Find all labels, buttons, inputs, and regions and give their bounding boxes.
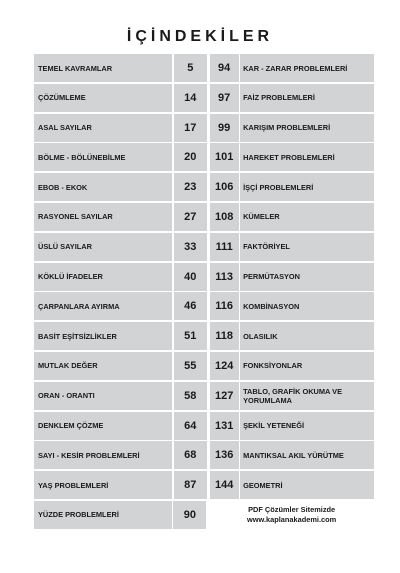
toc-topic-left[interactable]: DENKLEM ÇÖZME (34, 412, 172, 440)
toc-topic-right[interactable]: KARIŞIM PROBLEMLERİ (240, 114, 374, 142)
toc-topic-right[interactable]: OLASILIK (240, 322, 374, 350)
toc-page-left[interactable]: 55 (174, 352, 207, 380)
website-link[interactable]: www.kaplanakademi.com (246, 514, 337, 524)
toc-page-left[interactable]: 68 (174, 441, 207, 469)
toc-page-right[interactable]: 111 (210, 233, 239, 261)
toc-topic-left[interactable]: YAŞ PROBLEMLERİ (34, 471, 172, 499)
toc-topic-right[interactable]: KAR - ZARAR PROBLEMLERİ (240, 54, 374, 82)
toc-row (34, 203, 374, 231)
toc-page-left[interactable]: 58 (174, 382, 207, 410)
toc-row (34, 84, 374, 112)
toc-topic-left[interactable]: YÜZDE PROBLEMLERİ (34, 501, 172, 529)
toc-row (34, 352, 374, 380)
toc-topic-left[interactable]: RASYONEL SAYILAR (34, 203, 172, 231)
toc-topic-left[interactable]: KÖKLÜ İFADELER (34, 263, 172, 291)
toc-page-right[interactable]: 97 (210, 84, 239, 112)
toc-topic-left[interactable]: BÖLME - BÖLÜNEBİLME (34, 143, 172, 171)
toc-page-left[interactable]: 27 (174, 203, 207, 231)
toc-page-right[interactable]: 99 (210, 114, 239, 142)
toc-row (34, 233, 374, 261)
toc-page-left[interactable]: 5 (174, 54, 207, 82)
toc-topic-right[interactable]: GEOMETRİ (240, 471, 374, 499)
toc-topic-left[interactable]: ÇÖZÜMLEME (34, 84, 172, 112)
toc-topic-left[interactable]: ORAN - ORANTI (34, 382, 172, 410)
toc-row (34, 54, 374, 82)
toc-page-right[interactable]: 116 (210, 292, 239, 320)
page-title: İÇİNDEKİLER (126, 28, 274, 45)
toc-page-right[interactable]: 124 (210, 352, 239, 380)
toc-row (34, 471, 374, 499)
toc-page-left[interactable]: 20 (174, 143, 207, 171)
toc-topic-left[interactable]: TEMEL KAVRAMLAR (34, 54, 172, 82)
toc-row (34, 412, 374, 440)
toc-page-right[interactable]: 136 (210, 441, 239, 469)
toc-topic-right[interactable]: HAREKET PROBLEMLERİ (240, 143, 374, 171)
toc-page-left[interactable]: 51 (174, 322, 207, 350)
toc-row (34, 173, 374, 201)
toc-page-left[interactable]: 46 (174, 292, 207, 320)
toc-page-left[interactable]: 64 (174, 412, 207, 440)
toc-page-right[interactable]: 94 (210, 54, 239, 82)
toc-row (34, 114, 374, 142)
toc-page-right[interactable]: 127 (210, 382, 239, 410)
toc-page-right[interactable]: 101 (210, 143, 239, 171)
toc-topic-right[interactable]: KÜMELER (240, 203, 374, 231)
toc-page-right[interactable]: 118 (210, 322, 239, 350)
toc-topic-right[interactable]: PERMÜTASYON (240, 263, 374, 291)
toc-row (34, 292, 374, 320)
toc-row (34, 263, 374, 291)
solutions-note-line: PDF Çözümler Sitemizde (248, 504, 336, 514)
toc-row-last (34, 501, 374, 529)
toc-topic-left[interactable]: ASAL SAYILAR (34, 114, 172, 142)
toc-row (34, 143, 374, 171)
toc-row (34, 322, 374, 350)
toc-topic-right[interactable]: İŞÇİ PROBLEMLERİ (240, 173, 374, 201)
toc-row (34, 382, 374, 410)
toc-page-right[interactable]: 106 (210, 173, 239, 201)
toc-topic-left[interactable]: SAYI - KESİR PROBLEMLERİ (34, 441, 172, 469)
toc-page-right[interactable]: 113 (210, 263, 239, 291)
solutions-note (209, 501, 374, 529)
toc-topic-right[interactable]: FAKTÖRİYEL (240, 233, 374, 261)
toc-page-left[interactable]: 40 (174, 263, 207, 291)
toc-topic-left[interactable]: BASİT EŞİTSİZLİKLER (34, 322, 172, 350)
toc-topic-left[interactable]: ÇARPANLARA AYIRMA (34, 292, 172, 320)
toc-row (34, 441, 374, 469)
toc-page-left[interactable]: 23 (174, 173, 207, 201)
toc-page-left[interactable]: 14 (174, 84, 207, 112)
toc-page-right[interactable]: 131 (210, 412, 239, 440)
toc-topic-left[interactable]: MUTLAK DEĞER (34, 352, 172, 380)
toc-page-left[interactable]: 87 (174, 471, 207, 499)
toc-page-left[interactable]: 17 (174, 114, 207, 142)
toc-topic-right[interactable]: KOMBİNASYON (240, 292, 374, 320)
toc-topic-right[interactable]: FAİZ PROBLEMLERİ (240, 84, 374, 112)
toc-topic-right[interactable]: FONKSİYONLAR (240, 352, 374, 380)
toc-topic-right[interactable]: ŞEKİL YETENEĞİ (240, 412, 374, 440)
toc-page-left[interactable]: 90 (173, 501, 206, 529)
toc-topic-right[interactable]: MANTIKSAL AKIL YÜRÜTME (240, 441, 374, 469)
toc-page-right[interactable]: 108 (210, 203, 239, 231)
toc-page-left[interactable]: 33 (174, 233, 207, 261)
toc-topic-left[interactable]: ÜSLÜ SAYILAR (34, 233, 172, 261)
table-of-contents (34, 54, 374, 531)
toc-topic-right[interactable]: TABLO, GRAFİK OKUMA VE YORUMLAMA (240, 382, 374, 410)
toc-page-right[interactable]: 144 (210, 471, 239, 499)
toc-topic-left[interactable]: EBOB - EKOK (34, 173, 172, 201)
